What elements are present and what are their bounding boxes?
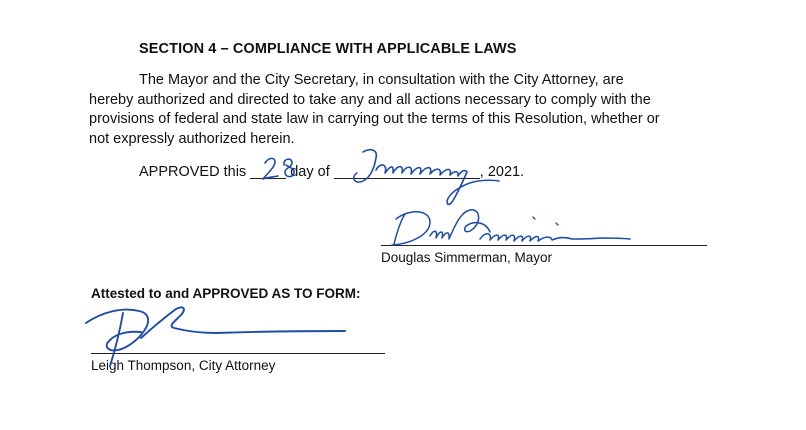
- attorney-name-title: Leigh Thompson, City Attorney: [91, 358, 276, 373]
- paragraph-line: provisions of federal and state law in carrying out the terms of this Resolution, whether or: [89, 111, 660, 127]
- section-paragraph: [89, 71, 719, 149]
- day-blank: [250, 163, 286, 179]
- paragraph-line: hereby authorized and directed to take any and all actions necessary to comply with the: [89, 91, 651, 108]
- paragraph-line: The Mayor and the City Secretary, in consultation with the City Attorney, are: [139, 72, 624, 88]
- mayor-signature-line: [381, 245, 707, 246]
- mayor-name-title: Douglas Simmerman, Mayor: [381, 250, 553, 265]
- month-blank: [334, 163, 480, 179]
- paragraph-line: not expressly authorized herein.: [89, 130, 295, 147]
- approval-year: , 2021.: [479, 164, 525, 180]
- approval-prefix: APPROVED this: [139, 164, 247, 180]
- attestation-heading: Attested to and APPROVED AS TO FORM:: [91, 286, 361, 301]
- section-heading: SECTION 4 – COMPLIANCE WITH APPLICABLE LAWS: [139, 41, 517, 57]
- approval-day-of: day of: [290, 164, 330, 180]
- mayor-handwritten-signature: [392, 210, 630, 245]
- approval-line: [139, 163, 524, 180]
- attorney-signature-line: [91, 353, 385, 354]
